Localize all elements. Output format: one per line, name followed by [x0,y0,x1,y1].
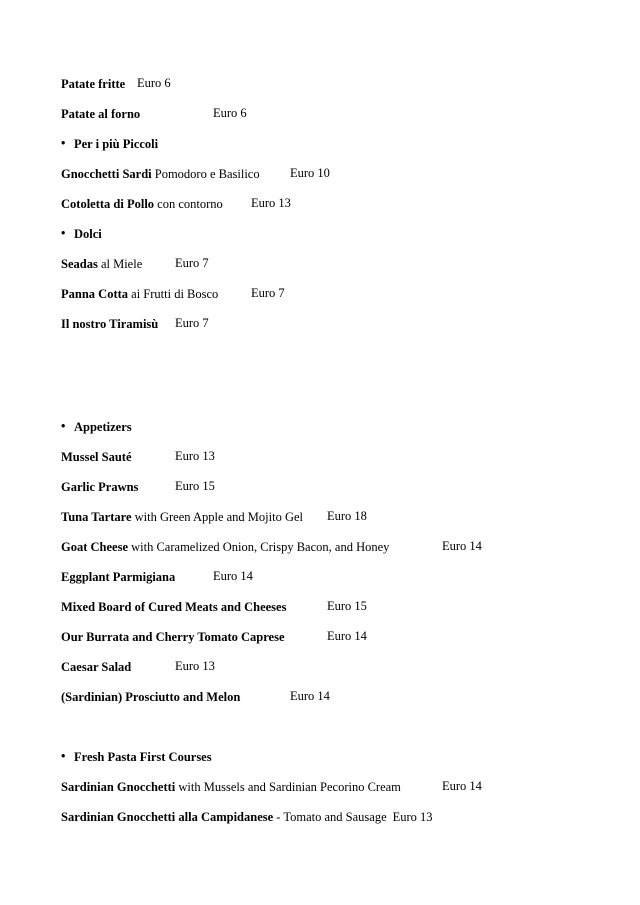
menu-item [61,76,125,92]
menu-item [61,509,303,525]
item-name: Il nostro Tiramisù [61,317,159,331]
item-price: Euro 7 [175,256,209,270]
section-heading: Fresh Pasta First Courses [74,750,212,764]
item-desc: with Green Apple and Mojito Gel [131,510,304,524]
menu-item [61,316,158,332]
menu-item [61,166,260,182]
item-name: Seadas [61,257,98,271]
item-price: Euro 13 [392,810,433,824]
item-name: Goat Cheese [61,540,128,554]
item-price: Euro 14 [442,779,482,793]
menu-item [61,689,240,705]
menu-item [61,256,142,272]
item-price: Euro 6 [137,76,171,90]
item-price: Euro 6 [213,106,247,120]
menu-item [61,569,175,585]
item-name: Our Burrata and Cherry Tomato Caprese [61,630,285,644]
item-price: Euro 14 [327,629,367,643]
menu-item [61,196,223,212]
item-desc: with Mussels and Sardinian Pecorino Cream [175,780,401,794]
bullet-icon: • [61,136,66,150]
item-name: Patate fritte [61,77,126,91]
item-name: Cotoletta di Pollo [61,197,155,211]
section-heading: Per i più Piccoli [74,137,159,151]
bullet-icon: • [61,419,66,433]
menu-item [61,809,433,825]
item-name: Sardinian Gnocchetti alla Campidanese [61,810,274,824]
item-name: Patate al forno [61,107,141,121]
item-desc: al Miele [97,257,143,271]
item-name: (Sardinian) Prosciutto and Melon [61,690,241,704]
item-desc: con contorno [154,197,223,211]
menu-item [61,479,138,495]
bullet-icon: • [61,749,66,763]
item-price: Euro 10 [290,166,330,180]
item-name: Gnocchetti Sardi [61,167,152,181]
item-name: Mixed Board of Cured Meats and Cheeses [61,600,287,614]
item-name: Garlic Prawns [61,480,139,494]
item-name: Sardinian Gnocchetti [61,780,176,794]
bullet-icon: • [61,226,66,240]
menu-item [61,106,140,122]
item-desc: - Tomato and Sausage [273,810,387,824]
menu-item [61,629,285,645]
item-desc: with Caramelized Onion, Crispy Bacon, and Honey [128,540,390,554]
item-price: Euro 13 [251,196,291,210]
item-price: Euro 18 [327,509,367,523]
item-name: Panna Cotta [61,287,129,301]
menu-item [61,449,132,465]
menu-item [61,599,286,615]
menu-item [61,286,218,302]
item-price: Euro 14 [290,689,330,703]
item-price: Euro 13 [175,659,215,673]
item-desc: ai Frutti di Bosco [128,287,219,301]
item-desc: Pomodoro e Basilico [151,167,260,181]
item-name: Mussel Sauté [61,450,132,464]
menu-item [61,539,389,555]
item-name: Caesar Salad [61,660,132,674]
menu-item [61,779,401,795]
item-name: Tuna Tartare [61,510,132,524]
item-price: Euro 15 [175,479,215,493]
item-name: Eggplant Parmigiana [61,570,176,584]
item-price: Euro 15 [327,599,367,613]
item-price: Euro 14 [213,569,253,583]
section-heading: Appetizers [74,420,132,434]
item-price: Euro 7 [251,286,285,300]
item-price: Euro 13 [175,449,215,463]
item-price: Euro 7 [175,316,209,330]
menu-item [61,659,131,675]
item-price: Euro 14 [442,539,482,553]
section-heading: Dolci [74,227,102,241]
